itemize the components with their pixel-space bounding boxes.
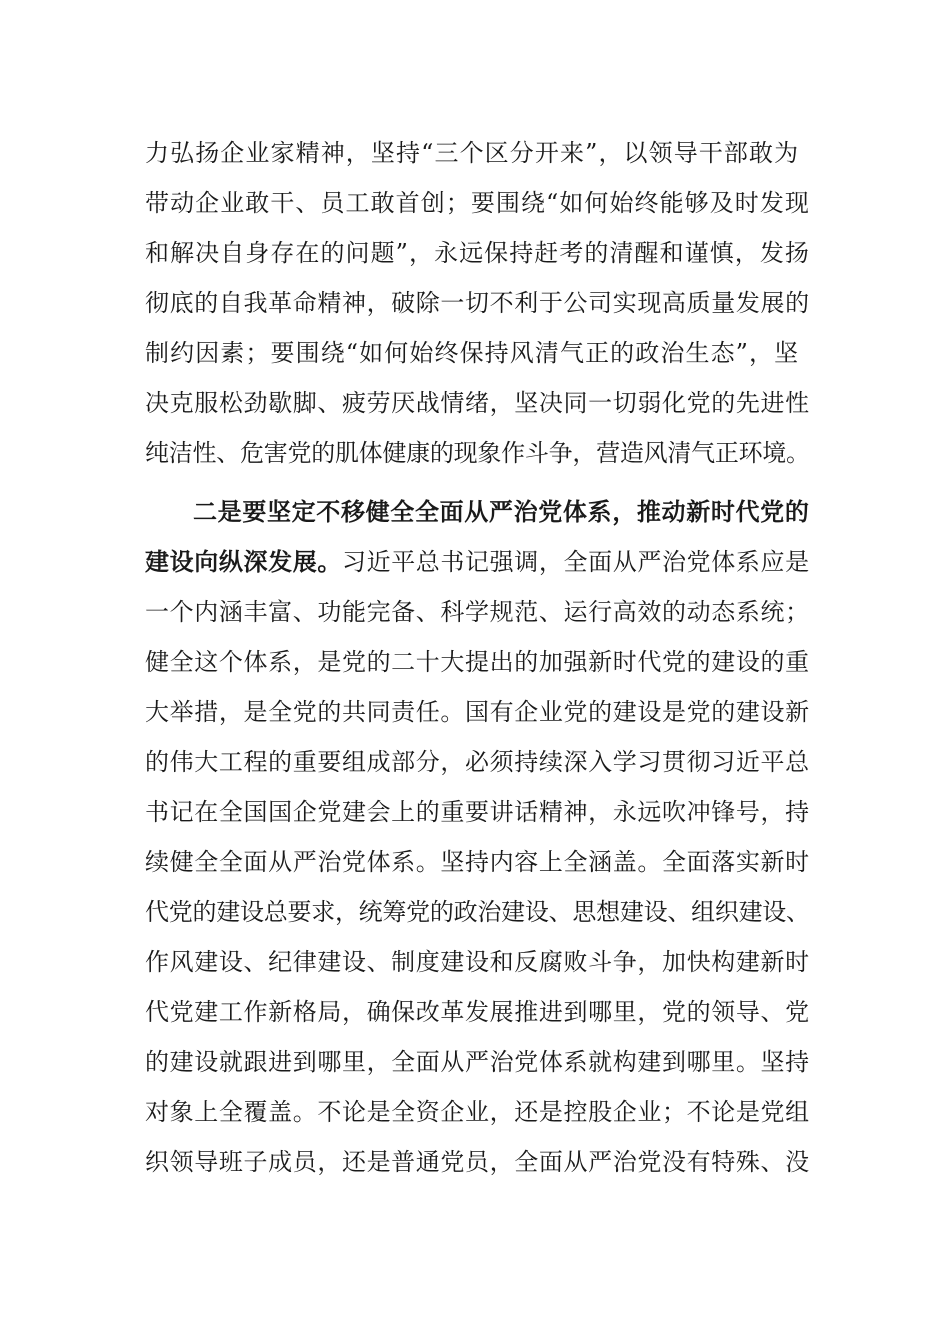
paragraph-line: 的建设就跟进到哪里，全面从严治党体系就构建到哪里。坚持 (145, 1048, 810, 1076)
paragraph-line: 代党建工作新格局，确保改革发展推进到哪里，党的领导、党 (145, 998, 810, 1026)
paragraph-line: 决克服松劲歇脚、疲劳厌战情绪，坚决同一切弱化党的先进性 (145, 389, 810, 417)
paragraph-line: 的伟大工程的重要组成部分，必须持续深入学习贯彻习近平总 (145, 748, 810, 776)
paragraph-line: 一个内涵丰富、功能完备、科学规范、运行高效的动态系统； (145, 598, 810, 626)
section-heading-line: 二是要坚定不移健全全面从严治党体系，推动新时代党的 (193, 497, 810, 526)
paragraph-line: 健全这个体系，是党的二十大提出的加强新时代党的建设的重 (145, 648, 810, 676)
paragraph-line: 纯洁性、危害党的肌体健康的现象作斗争，营造风清气正环境。 (145, 439, 810, 467)
paragraph-line: 力弘扬企业家精神，坚持“三个区分开来”，以领导干部敢为 (145, 139, 800, 167)
paragraph-line: 对象上全覆盖。不论是全资企业，还是控股企业；不论是党组 (145, 1098, 810, 1126)
paragraph-line: 和解决自身存在的问题”，永远保持赶考的清醒和谨慎，发扬 (145, 239, 810, 267)
paragraph-line-mixed (145, 542, 810, 582)
paragraph-line: 带动企业敢干、员工敢首创；要围绕“如何始终能够及时发现 (145, 189, 810, 217)
paragraph-line: 作风建设、纪律建设、制度建设和反腐败斗争，加快构建新时 (145, 948, 810, 976)
paragraph-line: 制约因素；要围绕“如何始终保持风清气正的政治生态”，坚 (145, 339, 800, 367)
section-heading-end: 建设向纵深发展。 (145, 547, 342, 576)
paragraph-line: 彻底的自我革命精神，破除一切不利于公司实现高质量发展的 (145, 289, 810, 317)
paragraph-line: 织领导班子成员，还是普通党员，全面从严治党没有特殊、没 (145, 1148, 810, 1176)
paragraph-text: 习近平总书记强调，全面从严治党体系应是 (341, 548, 810, 576)
paragraph-line: 书记在全国国企党建会上的重要讲话精神，永远吹冲锋号，持 (145, 798, 810, 826)
paragraph-line: 大举措，是全党的共同责任。国有企业党的建设是党的建设新 (145, 698, 810, 726)
paragraph-line: 代党的建设总要求，统筹党的政治建设、思想建设、组织建设、 (145, 898, 810, 926)
paragraph-line: 续健全全面从严治党体系。坚持内容上全涵盖。全面落实新时 (145, 848, 810, 876)
